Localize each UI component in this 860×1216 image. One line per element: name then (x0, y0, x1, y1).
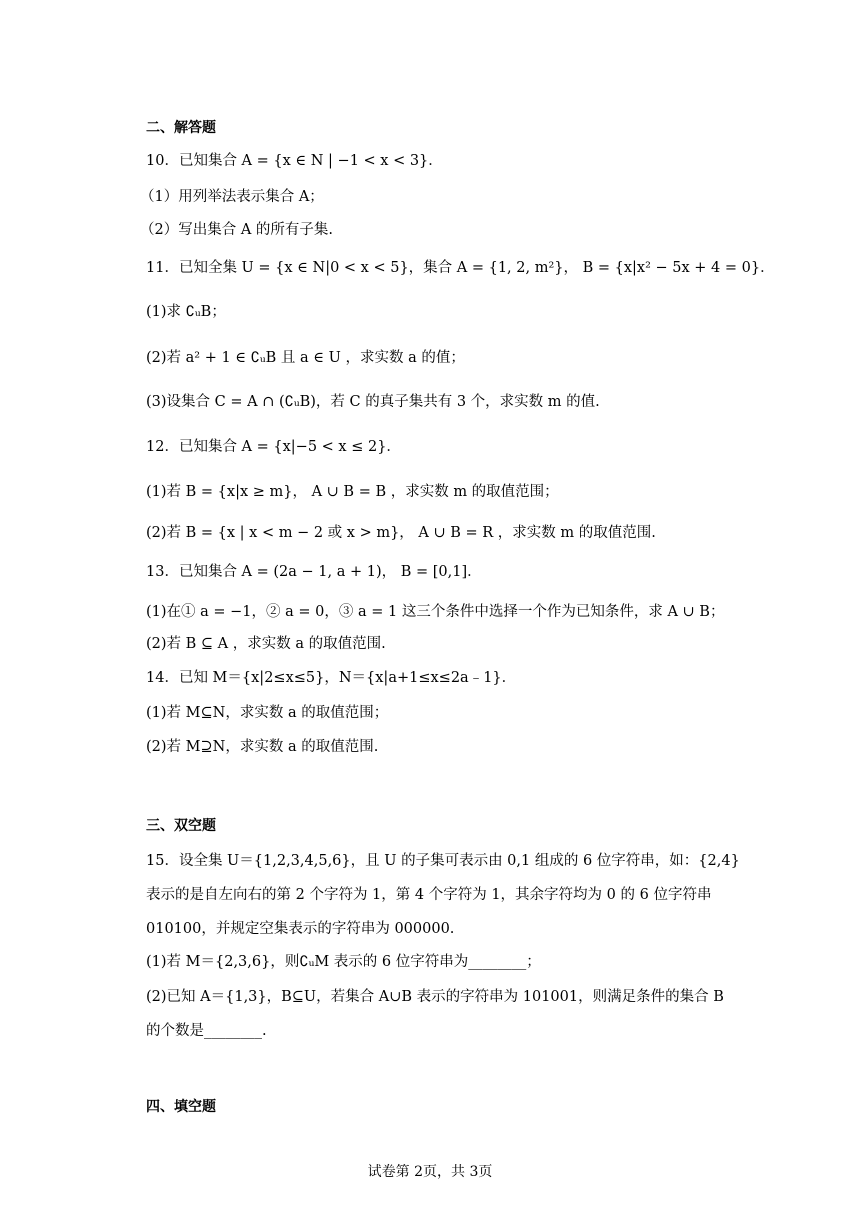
problem-13: 13．已知集合 A = (2a − 1, a + 1)， B = [0,1]． (146, 564, 482, 580)
problem-14-part-1: (1)若 M⊆N，求实数 a 的取值范围； (146, 705, 389, 721)
problem-11: 11．已知全集 U = {x ∈ N|0 < x < 5}，集合 A = {1, 2, m²}， B = {x|x² − 5x + 4 = 0}． (146, 260, 775, 276)
problem-11-part-1: (1)求 ∁ᵤB； (146, 304, 226, 320)
problem-10-part-1: （1）用列举法表示集合 A； (140, 189, 324, 205)
problem-10: 10．已知集合 A = {x ∈ N | −1 < x < 3}． (146, 153, 443, 169)
problem-15-part-2: (2)已知 A＝{1,3}，B⊆U，若集合 A∪B 表示的字符串为 101001，则满足条件的集合 B (146, 989, 724, 1005)
problem-14: 14．已知 M＝{x|2≤x≤5}，N＝{x|a+1≤x≤2a﹣1}． (146, 670, 517, 686)
section-heading-answer: 二、解答题 (146, 120, 216, 136)
problem-13-part-1: (1)在① a = −1，② a = 0，③ a = 1 这三个条件中选择一个作为已知条件，求 A ∪ B； (146, 604, 725, 620)
problem-15-part-2-cont: 的个数是________. (146, 1023, 267, 1039)
page-footer: 试卷第 2页，共 3页 (367, 1164, 493, 1180)
problem-15-line-1: 15．设全集 U＝{1,2,3,4,5,6}，且 U 的子集可表示由 0,1 组成的 6 位字符串，如：{2,4} (146, 853, 740, 869)
problem-11-part-2: (2)若 a² + 1 ∈ ∁ᵤB 且 a ∈ U ，求实数 a 的值； (146, 350, 465, 366)
problem-14-part-2: (2)若 M⊇N，求实数 a 的取值范围. (146, 739, 379, 755)
section-heading-double-blank: 三、双空题 (146, 818, 216, 834)
problem-12-part-1: (1)若 B = {x|x ≥ m}， A ∪ B = B ，求实数 m 的取值范围； (146, 484, 559, 500)
problem-15-line-3: 010100，并规定空集表示的字符串为 000000. (146, 921, 455, 937)
problem-15-line-2: 表示的是自左向右的第 2 个字符为 1，第 4 个字符为 1，其余字符均为 0 的 6 位字符串 (146, 887, 712, 903)
problem-11-part-3: (3)设集合 C = A ∩ (∁ᵤB)，若 C 的真子集共有 3 个，求实数 m 的值. (146, 394, 600, 410)
section-heading-fill-blank: 四、填空题 (146, 1099, 216, 1115)
problem-10-part-2: （2）写出集合 A 的所有子集. (140, 222, 334, 238)
problem-12-part-2: (2)若 B = {x | x < m − 2 或 x > m}， A ∪ B = R ，求实数 m 的取值范围. (146, 525, 656, 541)
problem-12: 12．已知集合 A = {x|−5 < x ≤ 2}． (146, 439, 401, 455)
problem-13-part-2: (2)若 B ⊆ A ，求实数 a 的取值范围. (146, 636, 386, 652)
problem-15-part-1: (1)若 M＝{2,3,6}，则∁ᵤM 表示的 6 位字符串为________； (146, 954, 541, 970)
